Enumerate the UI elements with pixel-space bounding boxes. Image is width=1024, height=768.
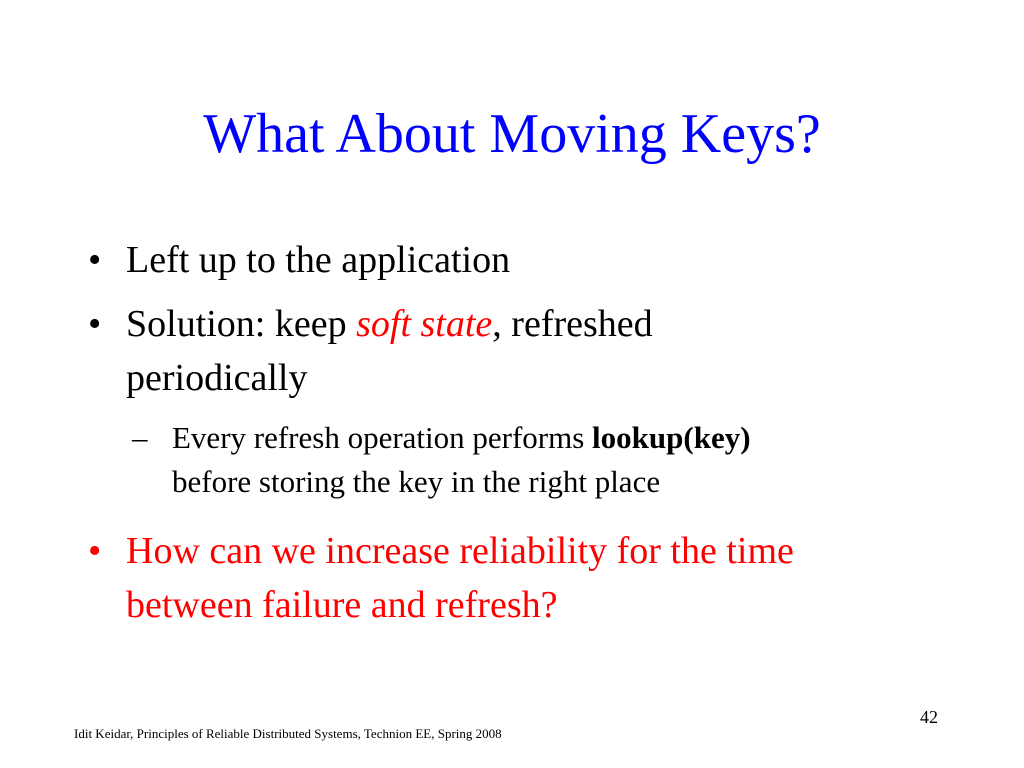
soft-state-emphasis: soft state [356, 303, 493, 345]
bullet-mark: • [88, 239, 102, 281]
sub-bullet-text-after: before storing the key in the right place [172, 464, 661, 499]
bullet-text-line1: How can we increase reliability for the time [126, 530, 794, 572]
bullet-text [126, 297, 966, 405]
footer-citation: Idit Keidar, Principles of Reliable Distributed Systems, Technion EE, Spring 2008 [74, 726, 502, 741]
slide-title: What About Moving Keys? [203, 103, 821, 165]
bullet-text-after: , refreshed [492, 303, 653, 345]
lookup-key-bold: lookup(key) [592, 420, 751, 455]
bullet-text-continuation: periodically [126, 357, 308, 399]
bullet-text: Left up to the application [126, 239, 511, 281]
bullet-mark: • [88, 303, 102, 345]
bullet-text-line2: between failure and refresh? [126, 584, 558, 626]
page-number: 42 [920, 707, 938, 727]
sub-bullet-mark: – [132, 420, 148, 455]
bullet-text-before: Solution: keep [126, 303, 357, 345]
bullet-text [126, 524, 966, 632]
sub-bullet-text-before: Every refresh operation performs [172, 420, 593, 455]
sub-bullet-text [172, 416, 952, 504]
bullet-mark: • [88, 530, 102, 572]
